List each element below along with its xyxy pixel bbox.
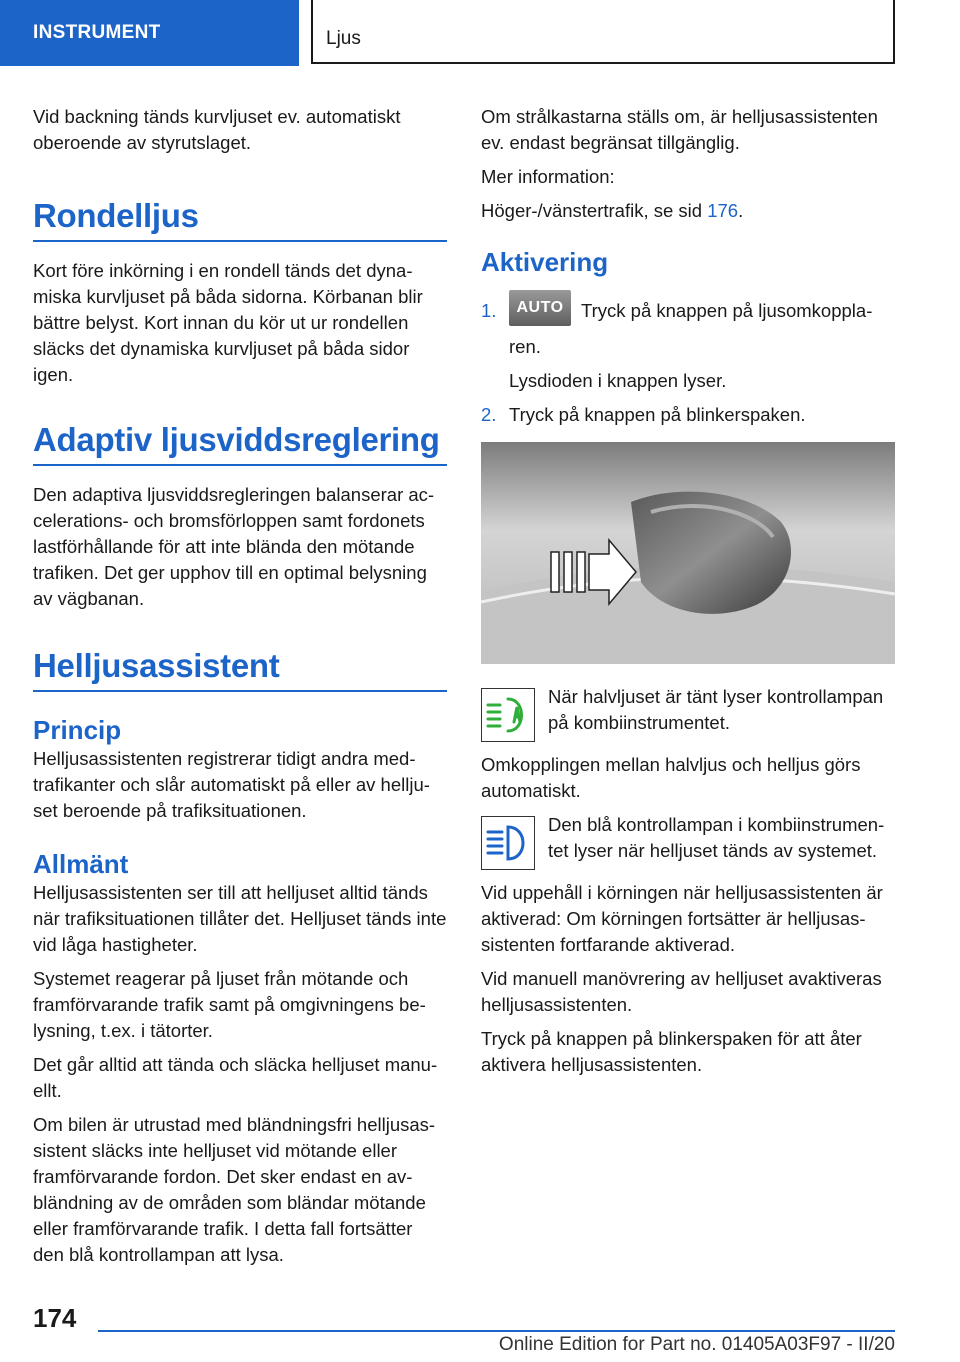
allmant-p4: Om bilen är utrustad med bländningsfri helljusas-sistent släcks inte helljuset vid mötande eller framförvarande fordon. Det sker endast en av-bländning av de områden som bländar mötande eller framförvarande trafik. I detta fall fortsätter den blå kontrollampan att lysa. [33, 1114, 436, 1265]
right-p4: Omkopplingen mellan halvljus och helljus görs automatiskt. [481, 754, 861, 801]
left-column [33, 104, 447, 1276]
heading-rondelljus: Rondelljus [33, 196, 447, 242]
adaptiv-text: Den adaptiva ljusviddsregleringen balanserar ac-celerations- och bromsförloppen samt fordonets lastförhållande för att inte blända den mötande trafiken. Det ger upphov till en optimal belysning av vägbanan. [33, 484, 435, 609]
step-sub-text: Lysdioden i knappen lyser. [509, 370, 727, 391]
turn-signal-stalk-figure [481, 442, 895, 664]
right-p3 [481, 198, 895, 224]
heading-allmant: Allmänt [33, 849, 129, 879]
reference-text: Höger-/vänstertrafik, se sid [481, 200, 708, 221]
lamp-text: När halvljuset är tänt lyser kontrollampan på kombiinstrumentet. [548, 686, 884, 733]
lamp-row-high-beam [481, 812, 895, 870]
intro-paragraph: Vid backning tänds kurvljuset ev. automatiskt oberoende av styrutslaget. [33, 106, 401, 153]
step-2 [481, 402, 895, 428]
heading-helljusassistent: Helljusassistent [33, 646, 447, 692]
right-p7: Tryck på knappen på blinkerspaken för att åter aktivera helljusassistenten. [481, 1028, 862, 1075]
reference-end: . [738, 200, 744, 221]
lamp-row-low-beam [481, 684, 895, 742]
lamp-text: Den blå kontrollampan i kombiinstrumen-tet lyser när helljuset tänds av systemet. [548, 814, 885, 861]
step-1 [481, 298, 895, 394]
page-header [0, 0, 960, 66]
right-p2: Mer information: [481, 166, 615, 187]
heading-aktivering: Aktivering [481, 247, 609, 277]
princip-text: Helljusassistenten registrerar tidigt andra med-trafikanter och slår automatiskt på eller av hellju-set beroende på trafiksituationen. [33, 748, 430, 821]
auto-button-icon: AUTO [509, 290, 571, 326]
edition-label: Online Edition for Part no. 01405A03F97 - II/20 [498, 1334, 895, 1355]
rondelljus-text: Kort före inkörning i en rondell tänds det dyna-miska kurvljuset på båda sidorna. Körbanan blir bättre belyst. Kort innan du kör ut ur rondellen släcks det dynamiska kurvljuset på båda sidor igen. [33, 260, 423, 385]
allmant-p2: Systemet reagerar på ljuset från mötande och framförvarande trafik samt på omgivningens be-lysning, t.ex. i tätorter. [33, 968, 426, 1041]
heading-princip: Princip [33, 715, 122, 745]
right-p5: Vid uppehåll i körningen när helljusassistenten är aktiverad: Om körningen fortsätter är helljusas-sistenten fortfarande aktiverad. [481, 882, 883, 955]
right-p6: Vid manuell manövrering av helljuset avaktiveras helljusassistenten. [481, 968, 882, 1015]
high-beam-lamp-icon [481, 816, 535, 870]
heading-adaptiv: Adaptiv ljusviddsreglering [33, 420, 447, 466]
allmant-p3: Det går alltid att tända och släcka helljuset manu-ellt. [33, 1054, 438, 1101]
section-label: INSTRUMENT [0, 0, 299, 66]
page-number: 174 [33, 1303, 77, 1333]
step-body [509, 298, 895, 394]
step-number: 1. [481, 300, 497, 321]
step-text: Tryck på knappen på ljusomkoppla-ren. [509, 300, 873, 357]
page-reference-link[interactable]: 176 [707, 200, 739, 221]
step-text: Tryck på knappen på blinkerspaken. [509, 404, 806, 425]
topic-label: Ljus [311, 0, 895, 64]
right-column [481, 104, 895, 1086]
stalk-illustration [481, 442, 895, 664]
right-p1: Om strålkastarna ställs om, är helljusassistenten ev. endast begränsat tillgänglig. [481, 106, 878, 153]
allmant-p1: Helljusassistenten ser till att helljuset alltid tänds när trafiksituationen tillåter det. Helljuset tänds inte vid låga hastigheter. [33, 882, 447, 955]
step-number: 2. [481, 404, 497, 425]
auto-low-beam-lamp-icon [481, 688, 535, 742]
